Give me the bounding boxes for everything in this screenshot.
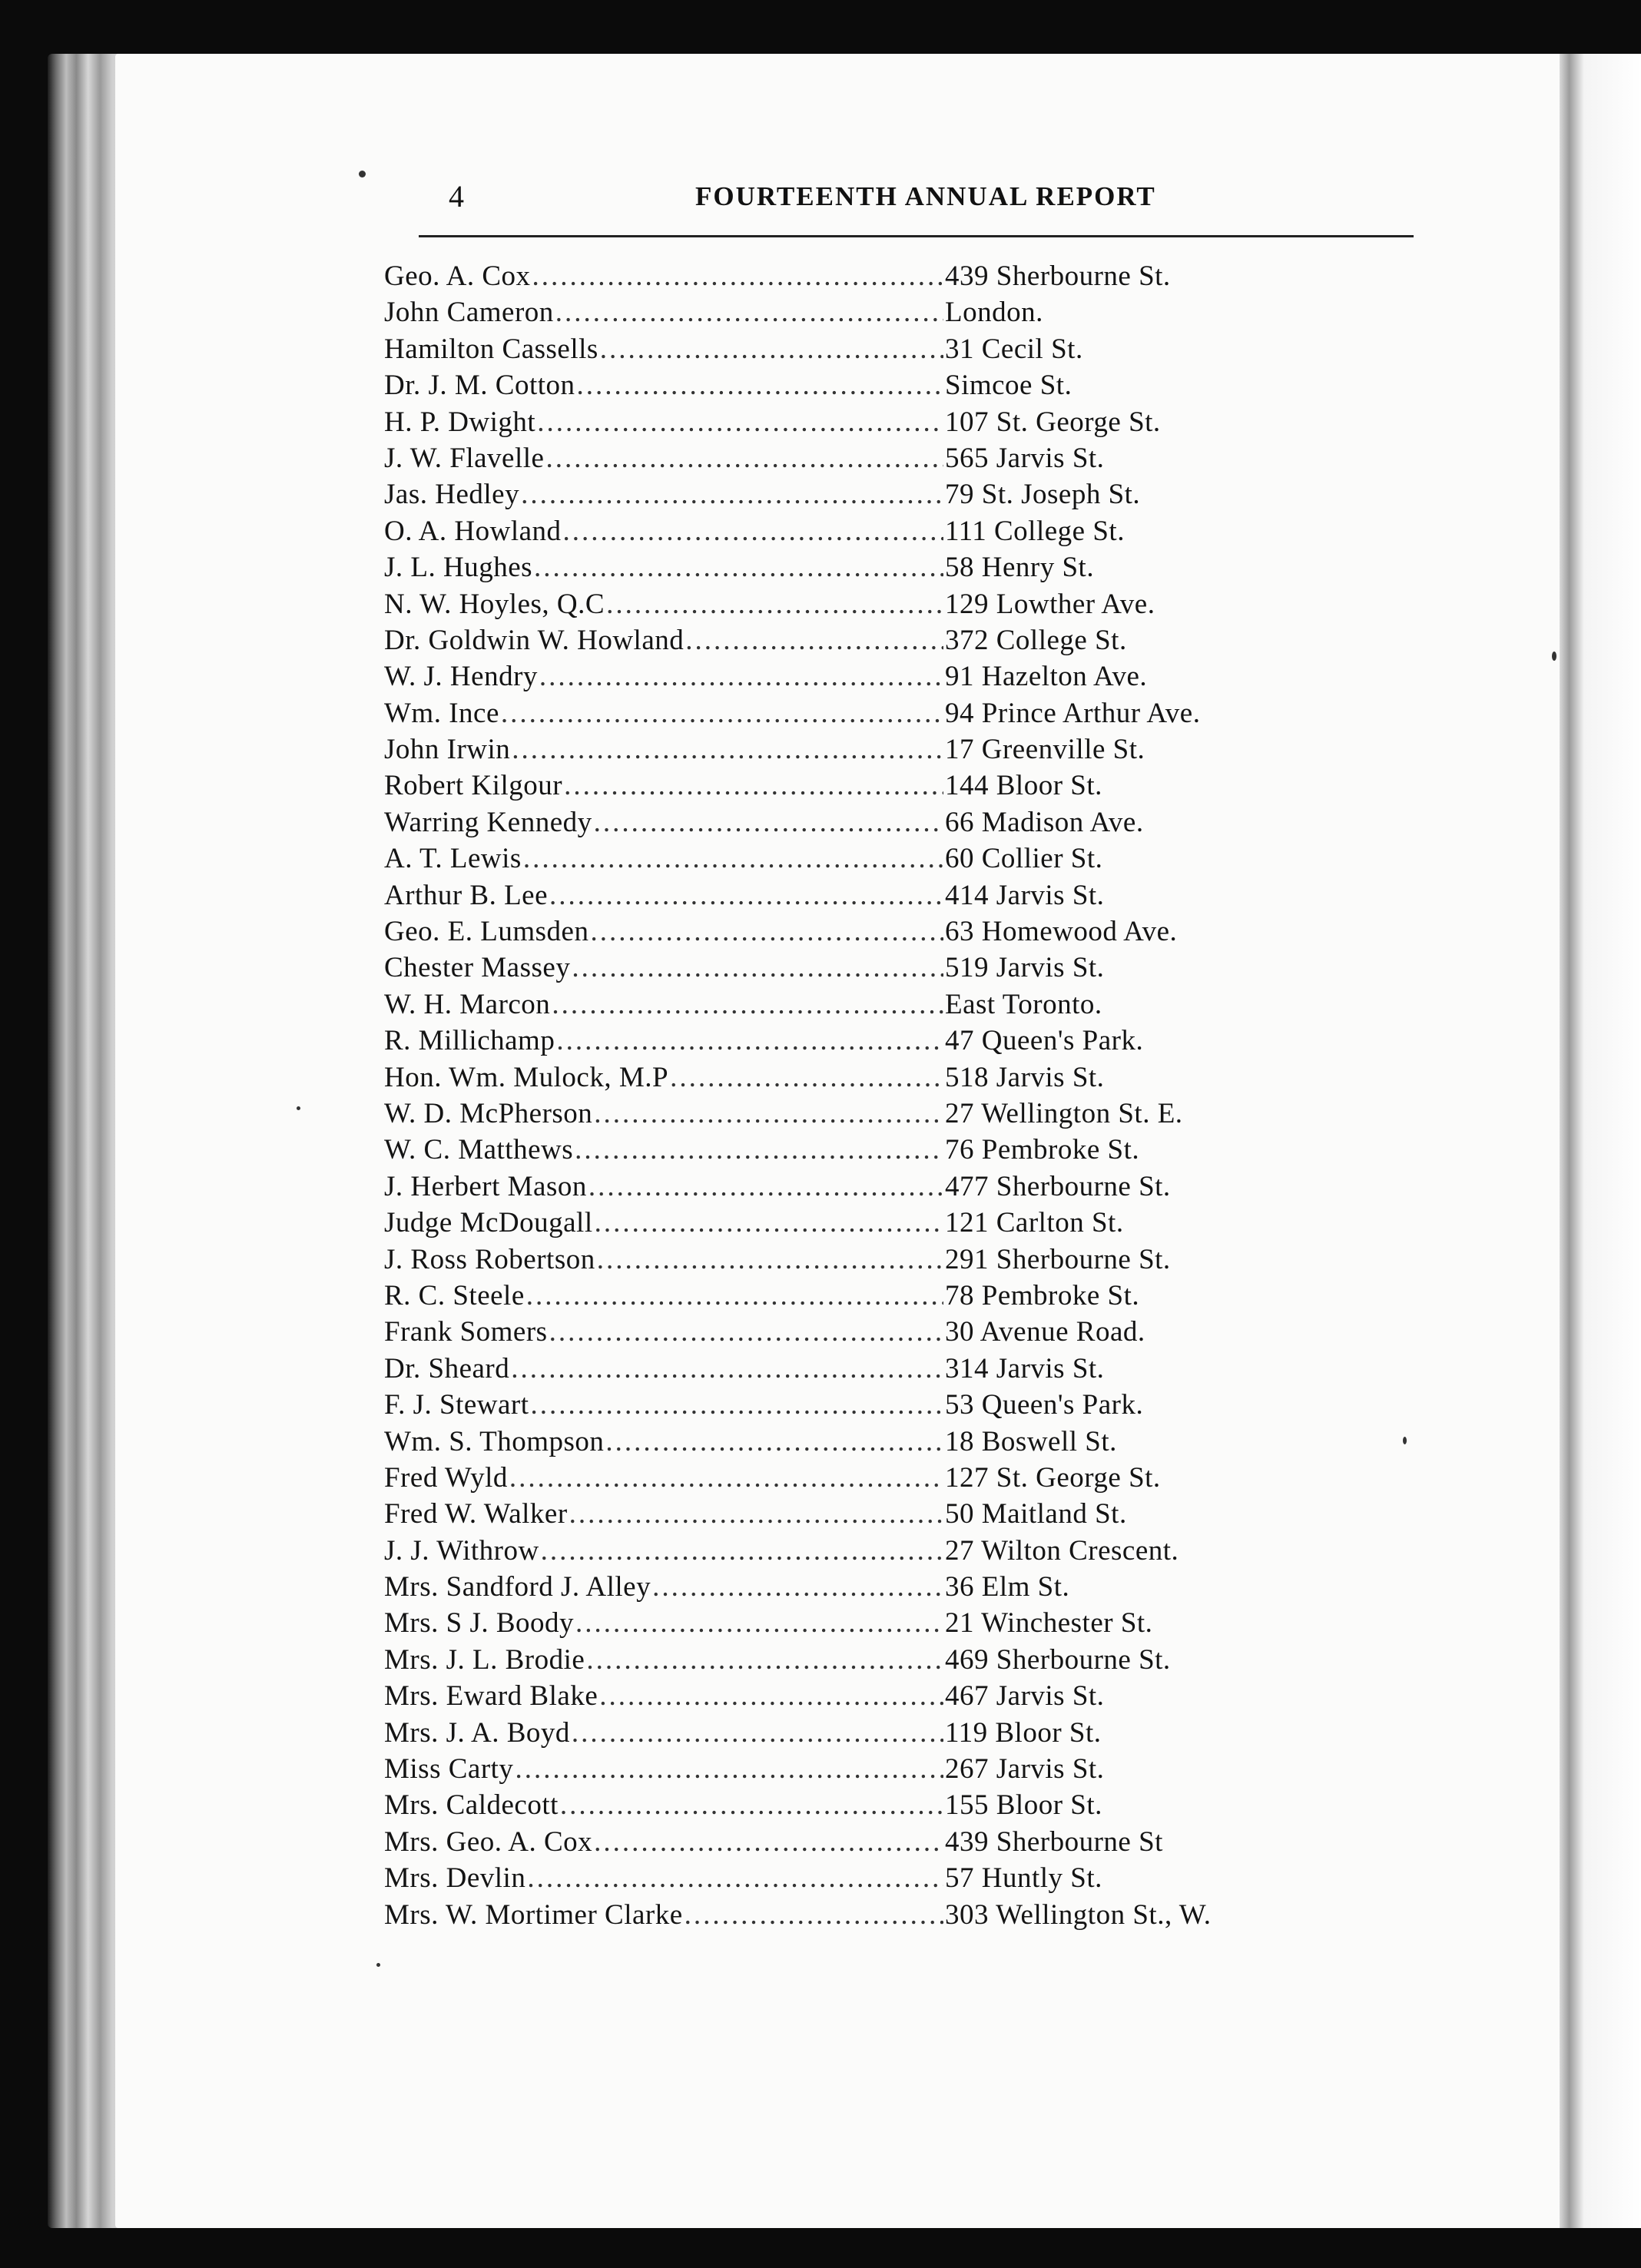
dot-leader bbox=[564, 768, 943, 804]
member-address: 36 Elm St. bbox=[945, 1571, 1070, 1603]
next-page-edge bbox=[1560, 54, 1641, 2228]
member-name: W. C. Matthews bbox=[384, 1134, 574, 1166]
list-item bbox=[384, 549, 1268, 585]
member-address: 58 Henry St. bbox=[945, 552, 1095, 584]
member-name: F. J. Stewart bbox=[384, 1389, 529, 1421]
list-item bbox=[384, 1496, 1268, 1532]
member-name: Hamilton Cassells bbox=[384, 333, 598, 365]
dot-leader bbox=[534, 549, 943, 585]
list-item bbox=[384, 476, 1268, 512]
dot-leader bbox=[599, 1678, 943, 1714]
member-address: 107 St. George St. bbox=[945, 406, 1161, 438]
scan-speck bbox=[376, 1963, 380, 1967]
list-item bbox=[384, 1460, 1268, 1496]
member-name: Frank Somers bbox=[384, 1316, 548, 1348]
member-address: 372 College St. bbox=[945, 624, 1127, 656]
list-item bbox=[384, 1132, 1268, 1168]
member-name: J. L. Hughes bbox=[384, 552, 533, 584]
list-item bbox=[384, 1605, 1268, 1641]
dot-leader bbox=[539, 658, 943, 695]
page-number: 4 bbox=[449, 179, 464, 214]
member-address: 111 College St. bbox=[945, 515, 1125, 547]
list-item bbox=[384, 586, 1268, 622]
dot-leader bbox=[652, 1569, 943, 1605]
member-name: Robert Kilgour bbox=[384, 770, 563, 802]
scan-speck bbox=[359, 171, 366, 177]
member-address: 119 Bloor St. bbox=[945, 1716, 1102, 1749]
dot-leader bbox=[572, 1715, 943, 1751]
member-address: 60 Collier St. bbox=[945, 843, 1103, 875]
list-item bbox=[384, 1642, 1268, 1678]
member-address: 17 Greenville St. bbox=[945, 734, 1145, 766]
dot-leader bbox=[541, 1533, 943, 1569]
dot-leader bbox=[606, 586, 943, 622]
scan-speck bbox=[297, 1106, 300, 1110]
member-name: J. W. Flavelle bbox=[384, 442, 545, 474]
member-name: W. D. McPherson bbox=[384, 1097, 593, 1129]
dot-leader bbox=[600, 331, 943, 367]
list-item bbox=[384, 877, 1268, 914]
list-item bbox=[384, 440, 1268, 476]
running-head: FOURTEENTH ANNUAL REPORT bbox=[695, 181, 1156, 211]
dot-leader bbox=[563, 513, 943, 549]
dot-leader bbox=[552, 986, 943, 1023]
member-name: Chester Massey bbox=[384, 952, 571, 984]
member-name: R. Millichamp bbox=[384, 1025, 555, 1057]
member-address: 30 Avenue Road. bbox=[945, 1316, 1145, 1348]
member-address: 467 Jarvis St. bbox=[945, 1680, 1105, 1713]
dot-leader bbox=[569, 1496, 943, 1532]
member-name: Mrs. Geo. A. Cox bbox=[384, 1825, 593, 1858]
member-name: Mrs. S J. Boody bbox=[384, 1607, 575, 1640]
member-address: 565 Jarvis St. bbox=[945, 442, 1105, 474]
list-item bbox=[384, 1533, 1268, 1569]
member-address-list bbox=[384, 258, 1268, 1933]
dot-leader bbox=[515, 1751, 943, 1787]
dot-leader bbox=[586, 1642, 943, 1678]
list-item bbox=[384, 1678, 1268, 1714]
member-name: Mrs. W. Mortimer Clarke bbox=[384, 1898, 683, 1931]
member-address: 94 Prince Arthur Ave. bbox=[945, 697, 1201, 729]
list-item bbox=[384, 1023, 1268, 1059]
member-address: 57 Huntly St. bbox=[945, 1862, 1102, 1895]
dot-leader bbox=[549, 877, 943, 914]
dot-leader bbox=[556, 1023, 943, 1059]
member-name: John Cameron bbox=[384, 297, 554, 329]
member-name: Arthur B. Lee bbox=[384, 879, 549, 911]
dot-leader bbox=[526, 1278, 943, 1314]
member-name: Jas. Hedley bbox=[384, 479, 520, 511]
dot-leader bbox=[501, 695, 943, 731]
dot-leader bbox=[527, 1860, 943, 1896]
list-item bbox=[384, 1715, 1268, 1751]
list-item bbox=[384, 1242, 1268, 1278]
dot-leader bbox=[560, 1787, 943, 1823]
list-item bbox=[384, 1897, 1268, 1933]
member-name: Mrs. Sandford J. Alley bbox=[384, 1571, 651, 1603]
member-address: 127 St. George St. bbox=[945, 1461, 1161, 1494]
member-address: 469 Sherbourne St. bbox=[945, 1643, 1171, 1676]
list-item bbox=[384, 513, 1268, 549]
member-address: 477 Sherbourne St. bbox=[945, 1170, 1171, 1202]
list-item bbox=[384, 1059, 1268, 1096]
list-item bbox=[384, 1824, 1268, 1860]
member-address: 21 Winchester St. bbox=[945, 1607, 1153, 1640]
member-address: 53 Queen's Park. bbox=[945, 1389, 1144, 1421]
member-name: O. A. Howland bbox=[384, 515, 562, 547]
member-address: 144 Bloor St. bbox=[945, 770, 1102, 802]
list-item bbox=[384, 622, 1268, 658]
list-item bbox=[384, 986, 1268, 1023]
dot-leader bbox=[549, 1314, 943, 1350]
list-item bbox=[384, 367, 1268, 403]
member-name: J. Herbert Mason bbox=[384, 1170, 587, 1202]
member-address: 31 Cecil St. bbox=[945, 333, 1083, 365]
member-address: 439 Sherbourne St. bbox=[945, 260, 1171, 292]
member-name: Fred W. Walker bbox=[384, 1498, 568, 1530]
dot-leader bbox=[575, 1132, 943, 1168]
list-item bbox=[384, 914, 1268, 950]
dot-leader bbox=[685, 622, 943, 658]
member-address: 27 Wellington St. E. bbox=[945, 1097, 1183, 1129]
member-address: 439 Sherbourne St bbox=[945, 1825, 1163, 1858]
list-item bbox=[384, 1787, 1268, 1823]
member-address: 303 Wellington St., W. bbox=[945, 1898, 1212, 1931]
dot-leader bbox=[594, 1824, 943, 1860]
dot-leader bbox=[572, 950, 943, 986]
member-name: A. T. Lewis bbox=[384, 843, 522, 875]
member-name: J. J. Withrow bbox=[384, 1534, 539, 1567]
member-name: Warring Kennedy bbox=[384, 806, 592, 838]
dot-leader bbox=[511, 1351, 943, 1387]
member-name: John Irwin bbox=[384, 734, 511, 766]
dot-leader bbox=[595, 1205, 943, 1241]
list-item bbox=[384, 768, 1268, 804]
list-item bbox=[384, 1096, 1268, 1132]
dot-leader bbox=[594, 1096, 943, 1132]
member-address: 78 Pembroke St. bbox=[945, 1279, 1140, 1311]
list-item bbox=[384, 1860, 1268, 1896]
member-name: Dr. Goldwin W. Howland bbox=[384, 624, 685, 656]
member-address: 50 Maitland St. bbox=[945, 1498, 1127, 1530]
dot-leader bbox=[594, 804, 943, 841]
member-name: Mrs. J. L. Brodie bbox=[384, 1643, 585, 1676]
member-address: 155 Bloor St. bbox=[945, 1789, 1102, 1822]
member-address: 291 Sherbourne St. bbox=[945, 1243, 1171, 1275]
member-name: Fred Wyld bbox=[384, 1461, 508, 1494]
member-address: 66 Madison Ave. bbox=[945, 806, 1144, 838]
member-address: 91 Hazelton Ave. bbox=[945, 661, 1148, 693]
list-item bbox=[384, 1751, 1268, 1787]
member-name: Hon. Wm. Mulock, M.P bbox=[384, 1061, 669, 1093]
list-item bbox=[384, 950, 1268, 986]
dot-leader bbox=[521, 476, 943, 512]
member-name: R. C. Steele bbox=[384, 1279, 525, 1311]
scan-speck bbox=[1403, 1437, 1407, 1444]
dot-leader bbox=[670, 1059, 943, 1096]
dot-leader bbox=[531, 1387, 943, 1423]
dot-leader bbox=[532, 258, 944, 294]
member-name: J. Ross Robertson bbox=[384, 1243, 595, 1275]
dot-leader bbox=[575, 1605, 943, 1641]
list-item bbox=[384, 1387, 1268, 1423]
member-name: Mrs. Eward Blake bbox=[384, 1680, 598, 1713]
member-address: East Toronto. bbox=[945, 988, 1102, 1020]
member-address: 518 Jarvis St. bbox=[945, 1061, 1105, 1093]
dot-leader bbox=[577, 367, 943, 403]
member-name: Geo. A. Cox bbox=[384, 260, 531, 292]
member-name: Mrs. Caldecott bbox=[384, 1789, 559, 1822]
member-name: Geo. E. Lumsden bbox=[384, 916, 589, 948]
list-item bbox=[384, 258, 1268, 294]
list-item bbox=[384, 804, 1268, 841]
member-name: Mrs. Devlin bbox=[384, 1862, 526, 1895]
member-address: London. bbox=[945, 297, 1043, 329]
member-address: 18 Boswell St. bbox=[945, 1425, 1117, 1457]
member-address: Simcoe St. bbox=[945, 370, 1072, 402]
header-rule bbox=[419, 235, 1414, 237]
dot-leader bbox=[509, 1460, 943, 1496]
member-name: Mrs. J. A. Boyd bbox=[384, 1716, 570, 1749]
member-name: N. W. Hoyles, Q.C bbox=[384, 588, 605, 620]
list-item bbox=[384, 331, 1268, 367]
member-address: 129 Lowther Ave. bbox=[945, 588, 1155, 620]
list-item bbox=[384, 695, 1268, 731]
member-address: 414 Jarvis St. bbox=[945, 879, 1105, 911]
list-item bbox=[384, 1314, 1268, 1350]
dot-leader bbox=[537, 404, 943, 440]
dot-leader bbox=[588, 1169, 943, 1205]
member-address: 121 Carlton St. bbox=[945, 1207, 1124, 1239]
list-item bbox=[384, 1351, 1268, 1387]
list-item bbox=[384, 1569, 1268, 1605]
member-address: 519 Jarvis St. bbox=[945, 952, 1105, 984]
scan-speck bbox=[1552, 652, 1556, 661]
dot-leader bbox=[685, 1897, 943, 1933]
dot-leader bbox=[545, 440, 943, 476]
dot-leader bbox=[555, 294, 943, 330]
dot-leader bbox=[597, 1242, 943, 1278]
list-item bbox=[384, 1278, 1268, 1314]
member-name: Wm. Ince bbox=[384, 697, 499, 729]
list-item bbox=[384, 1205, 1268, 1241]
list-item bbox=[384, 1424, 1268, 1460]
member-name: H. P. Dwight bbox=[384, 406, 536, 438]
member-address: 267 Jarvis St. bbox=[945, 1753, 1105, 1786]
member-name: W. J. Hendry bbox=[384, 661, 538, 693]
list-item bbox=[384, 841, 1268, 877]
member-address: 47 Queen's Park. bbox=[945, 1025, 1144, 1057]
list-item bbox=[384, 731, 1268, 768]
member-name: Judge McDougall bbox=[384, 1207, 593, 1239]
list-item bbox=[384, 1169, 1268, 1205]
member-address: 63 Homewood Ave. bbox=[945, 916, 1178, 948]
dot-leader bbox=[590, 914, 943, 950]
list-item bbox=[384, 404, 1268, 440]
dot-leader bbox=[512, 731, 943, 768]
member-name: W. H. Marcon bbox=[384, 988, 551, 1020]
member-address: 314 Jarvis St. bbox=[945, 1352, 1105, 1384]
list-item bbox=[384, 658, 1268, 695]
member-name: Wm. S. Thompson bbox=[384, 1425, 605, 1457]
member-address: 76 Pembroke St. bbox=[945, 1134, 1140, 1166]
list-item bbox=[384, 294, 1268, 330]
dot-leader bbox=[605, 1424, 943, 1460]
member-address: 27 Wilton Crescent. bbox=[945, 1534, 1179, 1567]
member-name: Miss Carty bbox=[384, 1753, 514, 1786]
member-name: Dr. J. M. Cotton bbox=[384, 370, 575, 402]
dot-leader bbox=[523, 841, 943, 877]
member-address: 79 St. Joseph St. bbox=[945, 479, 1141, 511]
member-name: Dr. Sheard bbox=[384, 1352, 510, 1384]
